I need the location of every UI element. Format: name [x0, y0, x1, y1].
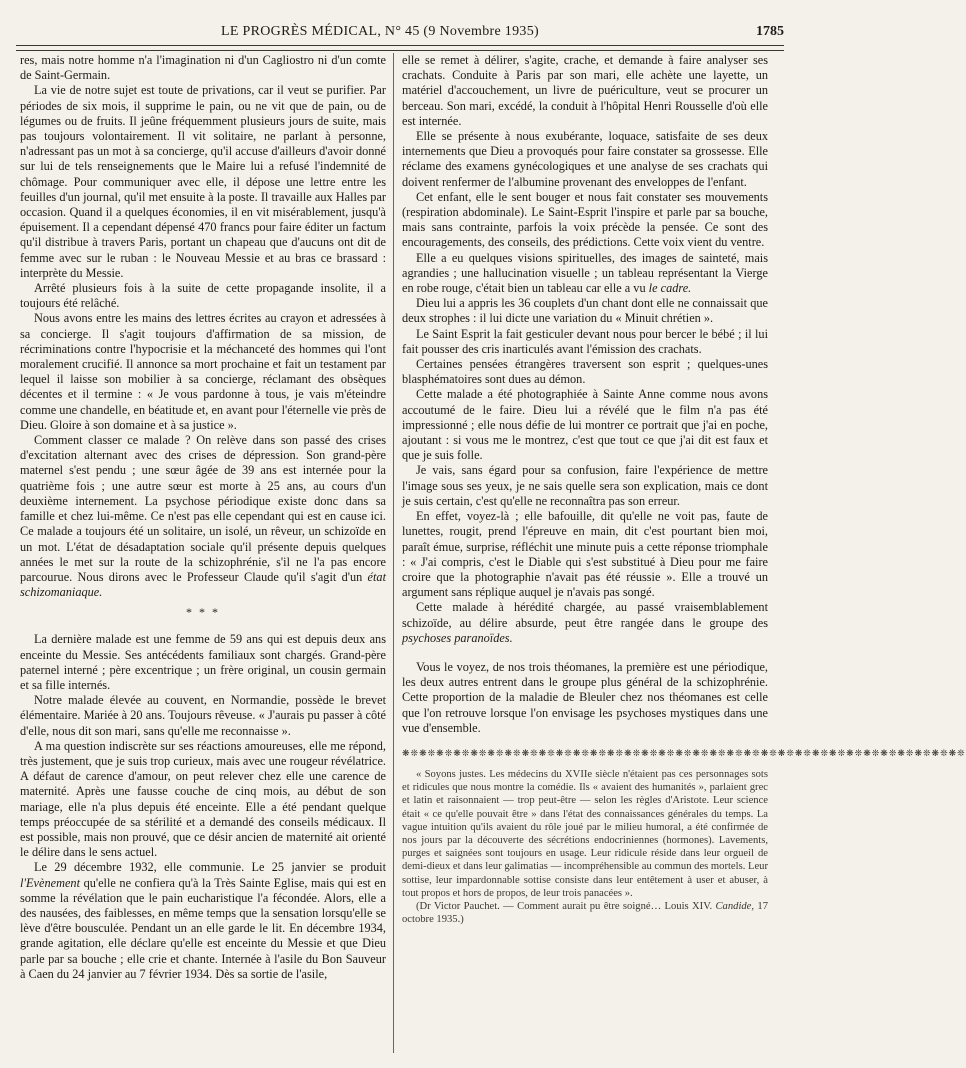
italic-term: l'Evènement — [20, 875, 80, 890]
text-run: qu'elle ne confiera qu'à la Très Sainte Eglise, mais qui est en somme la révélation que le pain eucharistique l'a fécondée. Alors, elle a des nausées, des faiblesses, en même temps que la sensation lorsqu'elle se lève d'être bousculée. Pendant un an elle garde le lit. En décembre 1934, grande agitation, elle déclare qu'elle est enceinte du Messie et que Dieu parle par sa bouche ; elle crie et chante. Internée à l'asile du Bon Sauveur à Caen du 24 janvier au 7 février 1934. Dès sa sortie de l'asile, — [20, 875, 386, 981]
paragraph: Le Saint Esprit la fait gesticuler devant nous pour bercer le bébé ; il lui fait pousser des cris inarticulés avant l'émission des crachats. — [402, 326, 768, 356]
paragraph: La dernière malade est une femme de 59 ans qui est depuis deux ans enceinte du Messie. Ses antécédents familiaux sont chargés. Grand-père paternel interné ; père excentrique ; un frère original, un cousin germain et sa fille internés. — [20, 632, 386, 692]
paragraph: A ma question indiscrète sur ses réactions amoureuses, elle me répond, très justement, que je suis trop curieux, mais avec une rougeur révélatrice. A défaut de carence d'amour, on peut relever chez elle une carence de maternité. Après une fausse couche de cinq mois, au début de son mariage, elle n'a plus depuis été enceinte. Elle a été pendant quelque temps préoccupée de sa stérilité et a demandé des conseils médicaux. Il est possible, mais non prouvé, que ce désir ancien de maternité ait orienté le délire dans le sens actuel. — [20, 738, 386, 860]
quote-text: « Soyons justes. Les médecins du XVIIe siècle n'étaient pas ces personnages sots et ridicules que nous montre la comédie. Ils « avaient des humanités », parlaient grec et latin et raisonnaient — trop peut-être — selon les règles d'Aristote. Leur science était « ce qu'elle pouvait être » dans l'état des connaissances générales du temps. La vague intuition qu'ils avaient du rôle joué par le milieu humoral, a été confirmée de nos jours par la découverte des sécrétions endocriniennes (hormones). Lavements, purges et saignées sont toujours en usage. Leur ridicule réside dans leur orgueil de demi-dieux et dans leur galimatias — incompréhensible au commun des mortels. Leur sottise, leur impardonnable sottise consiste dans leur entêtement à user et abuser, à tout propos et hors de propos, de leur trois panacées ». — [402, 768, 768, 899]
header-rule — [16, 45, 784, 51]
text-run: (Dr Victor Pauchet. — Comment aurait pu être soigné… Louis XIV. — [416, 900, 716, 912]
running-title: LE PROGRÈS MÉDICAL, N° 45 (9 Novembre 1935) — [221, 24, 539, 39]
text-run: Cette malade à hérédité chargée, au passé vraisemblablement schizoïde, au délire absurde, peut être rangée dans le groupe des — [402, 600, 768, 630]
paragraph: res, mais notre homme n'a l'imagination ni d'un Cagliostro ni d'un comte de Saint-Germain. — [20, 53, 386, 83]
paragraph — [20, 433, 386, 600]
paragraph: Elle se présente à nous exubérante, loquace, satisfaite de ses deux internements que Dieu a provoqués pour faire constater sa grossesse. Elle réclame des examens gynécologiques et une analyse de ses crachats qui doivent renfermer de l'albumine provenant des enveloppes de l'enfant. — [402, 129, 768, 189]
paragraph: Cet enfant, elle le sent bouger et nous fait constater ses mouvements (respiration abdominale). Le Saint-Esprit l'inspire et parle par sa bouche, mais sans contrainte, parfois la voix précède la pensée. Ce sont des encouragements, des conseils, des prédictions. Cette voix vient du ventre. — [402, 189, 768, 250]
paragraph: Dieu lui a appris les 36 couplets d'un chant dont elle ne connaissait que deux strophes : il lui dicte une variation du « Minuit chrétien ». — [402, 296, 768, 326]
paragraph: Notre malade élevée au couvent, en Normandie, possède le brevet élémentaire. Mariée à 20 ans. Toujours rêveuse. « J'aurais pu passer à côté d'elle, nous dit son mari, sans qu'elle me reconnaisse ». — [20, 693, 386, 738]
paragraph: Nous avons entre les mains des lettres écrites au crayon et adressées à sa concierge. Il s'agit toujours d'affirmation de sa mission, de récriminations contre l'hypocrisie et la méchanceté des hommes qui l'ont moralement crucifié. Il annonce sa mort prochaine et fait un testament par lequel il laisse son mobilier à sa concierge, réclamant des obsèques décentes et il termine : « Je vous pardonne à tous, je vais m'éteindre comme une chandelle, en béatitude et, en avant pour l'éternelle vie près de Dieu. Gloire à son domaine et à sa justice ». — [20, 311, 386, 432]
paragraph — [402, 251, 768, 297]
text-run: Le 29 décembre 1932, elle communie. Le 25 janvier se produit — [34, 860, 386, 875]
footnote-quote — [402, 768, 768, 926]
quote-citation — [402, 900, 768, 926]
ornament-rule: ❋❊❋❊❋❊❋❊❋❊❋❊❋❊❋❊❋❊❋❊❋❊❋❊❋❊❋❊❋❊❋❊❋❊❋❊❋❊❋❊❋❊❋❊❋❊❋❊❋❊❋❊❋❊❋❊❋❊❋❊❋❊❋❊❋❊ — [402, 747, 966, 758]
paragraph: Arrêté plusieurs fois à la suite de cette propagande insolite, il a toujours été relâché. — [20, 281, 386, 311]
spacer — [402, 646, 768, 660]
text-run: 17 octobre 1935.) — [402, 900, 768, 926]
paragraph — [20, 860, 386, 982]
paragraph: elle se remet à délirer, s'agite, crache, et demande à faire analyser ses crachats. Conduite à Paris par son mari, elle achète une layette, un matériel d'accouchement, un livre de puériculture, veut se procurer un berceau. Son mari, excédé, la conduit à l'hôpital Henri Rousselle d'où elle est internée. — [402, 53, 768, 128]
paragraph: En effet, voyez-là ; elle bafouille, dit qu'elle ne voit pas, faute de lunettes, rougit, prend l'épreuve en main, dit c'est pourtant bien moi, paraît émue, surprise, réfléchit une minute puis a cette réponse triomphale : « J'ai compris, c'est le Diable qui s'est substitué à Dieu pour me faire croire que la photographie n'avait pas été réussie ». Elle a trouvé un argument sans réplique auquel je n'avais pas songé. — [402, 509, 768, 600]
italic-term: psychoses paranoïdes. — [402, 630, 513, 645]
left-column — [20, 53, 386, 1056]
section-asterism: * * * — [186, 605, 220, 620]
paragraph: Cette malade a été photographiée à Sainte Anne comme nous avons accoutumé de le faire. Dieu lui a révélé que le film n'a pas été impressionné ; elle nous défie de lui montrer ce portrait que j'ai en poche, ajoutant : si vous me le montrez, c'est que tout ce que j'ai dit est faux et que je suis folle. — [402, 387, 768, 463]
italic-term: état schizomaniaque. — [20, 569, 386, 600]
paragraph: Certaines pensées étrangères traversent son esprit ; quelques-unes blasphématoires sont dues au démon. — [402, 357, 768, 387]
italic-term: le cadre. — [648, 281, 692, 296]
running-header — [16, 22, 784, 42]
text-run: Comment classer ce malade ? On relève dans son passé des crises d'excitation alternant avec des crises de dépression. Son grand-père maternel s'est pendu ; une sœur âgée de 39 ans est internée pour la quatrième fois ; une autre sœur est morte à 25 ans, au cours d'un deuxième internement. La psychose périodique existe donc dans sa famille et chez lui-même. Ce n'est pas elle cependant qui est en cause ici. Ce malade a toujours été un solitaire, un isolé, un rêveur, un schizoïde en un mot. L'état de désadaptation sociale qu'il présente depuis quelques années le met sur la route de la schizophrénie, s'il ne l'a pas encore parcourue. Nous dirons avec le Professeur Claude qu'il s'agit d'un — [20, 433, 386, 584]
italic-term: Candide, — [715, 900, 755, 912]
text-run: Elle a eu quelques visions spirituelles, des images de sainteté, mais agrandies ; une hallucination visuelle ; un tableau représentant la Vierge en robe rouge, c'était bien un tableau car elle a vu — [402, 250, 768, 296]
right-column — [402, 53, 966, 1056]
page-number: 1785 — [756, 24, 784, 39]
paragraph: Je vais, sans égard pour sa confusion, faire l'expérience de mettre l'image sous ses yeux, je ne sais quelle sera son explication, mais ce dont je suis certain, c'est qu'elle ne reconnaîtra pas son erreur. — [402, 463, 768, 508]
paragraph: Vous le voyez, de nos trois théomanes, la première est une périodique, les deux autres entrent dans le groupe plus général de la schizophrénie. Cette proportion de la maladie de Bleuler chez nos théomanes est celle que l'on retrouve lorsque l'on envisage les psychoses mystiques dans une vue d'ensemble. — [402, 659, 768, 735]
paragraph: La vie de notre sujet est toute de privations, car il veut se purifier. Par périodes de six mois, il supprime le pain, ou ne vit que de pain, ou de légumes ou de fruits. Il jeûne fréquemment plusieurs jours de suite, mais pas toujours volontairement. Il vit solitaire, ne parlant à personne, n'adressant pas un mot à sa concierge, qu'il accuse d'ailleurs d'avoir donné sur lui de tels renseignements que le Maire lui a refusé l'indemnité de chômage. Pour communiquer avec elle, il dépose une lettre entre les feuilles d'un journal, qu'il met ensuite à la poste. Il travaille aux Halles par occasion. Quand il a quelques économies, il en vit misérablement, jusqu'à épuisement. Il a cependant dépensé 470 francs pour faire éditer un factum qu'il distribue à travers Paris, portant un chapeau que d'aucuns ont dit de femme avec sur le ruban : le Nouveau Messie et au bras ce brassard : interprète du Messie. — [20, 83, 386, 280]
paragraph — [402, 600, 768, 646]
column-divider — [393, 53, 394, 1053]
